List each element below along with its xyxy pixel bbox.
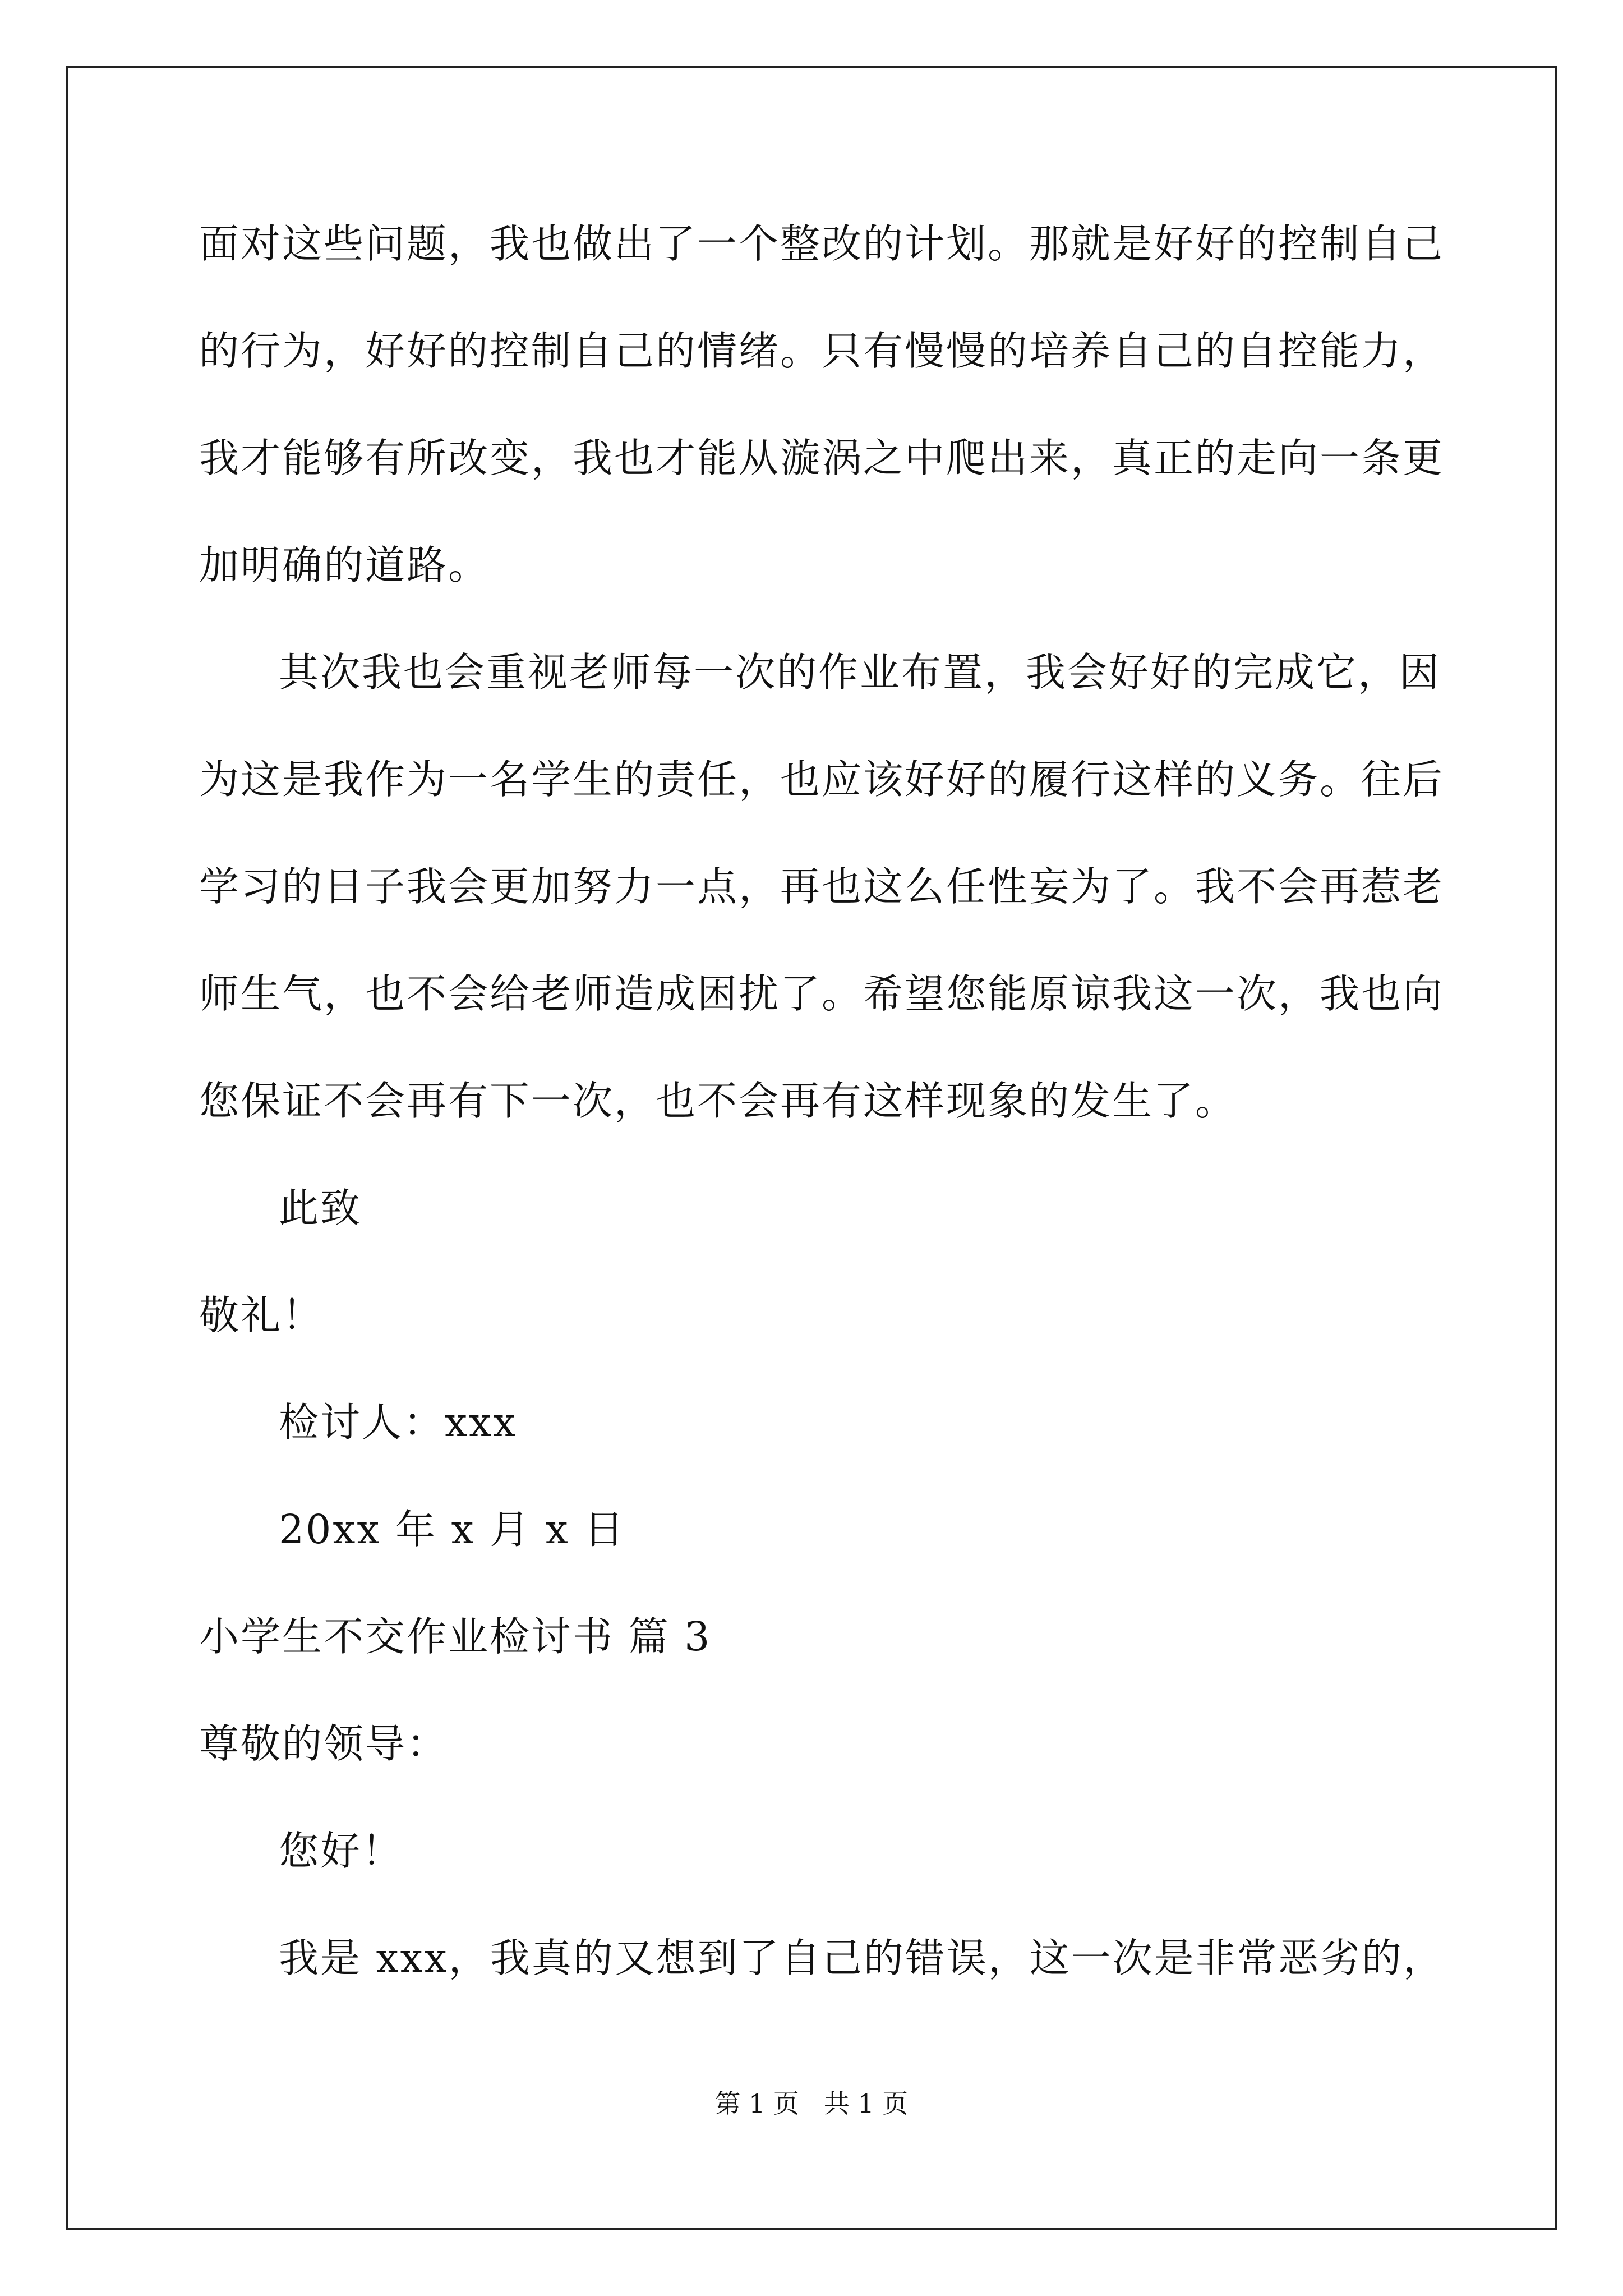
text-line: 师生气，也不会给老师造成困扰了。希望您能原谅我这一次，我也向	[199, 970, 1445, 1017]
text-line: 您保证不会再有下一次，也不会再有这样现象的发生了。	[199, 1078, 1237, 1124]
text-line: 我是 xxx，我真的又想到了自己的错误，这一次是非常恶劣的，	[279, 1935, 1445, 1981]
signature-date: 20xx 年 x 月 x 日	[279, 1506, 626, 1553]
section-heading: 小学生不交作业检讨书 篇 3	[199, 1613, 712, 1660]
closing-salutation: 此致	[279, 1185, 362, 1231]
document-body	[199, 220, 1445, 2043]
letter-greeting: 尊敬的领导：	[199, 1720, 449, 1767]
signature-name: 检讨人：xxx	[279, 1399, 518, 1446]
text-line: 我才能够有所改变，我也才能从漩涡之中爬出来，真正的走向一条更	[199, 435, 1445, 481]
closing-regards: 敬礼！	[199, 1292, 324, 1338]
text-line: 其次我也会重视老师每一次的作业布置，我会好好的完成它，因	[279, 649, 1441, 696]
text-line: 为这是我作为一名学生的责任，也应该好好的履行这样的义务。往后	[199, 756, 1445, 803]
text-line: 面对这些问题，我也做出了一个整改的计划。那就是好好的控制自己	[199, 220, 1445, 267]
text-line: 学习的日子我会更加努力一点，再也这么任性妄为了。我不会再惹老	[199, 863, 1445, 910]
text-line: 的行为，好好的控制自己的情绪。只有慢慢的培养自己的自控能力，	[199, 328, 1445, 374]
text-line: 加明确的道路。	[199, 542, 490, 588]
page-number: 第 1 页 共 1 页	[714, 2088, 909, 2119]
text-line: 您好！	[279, 1828, 404, 1874]
